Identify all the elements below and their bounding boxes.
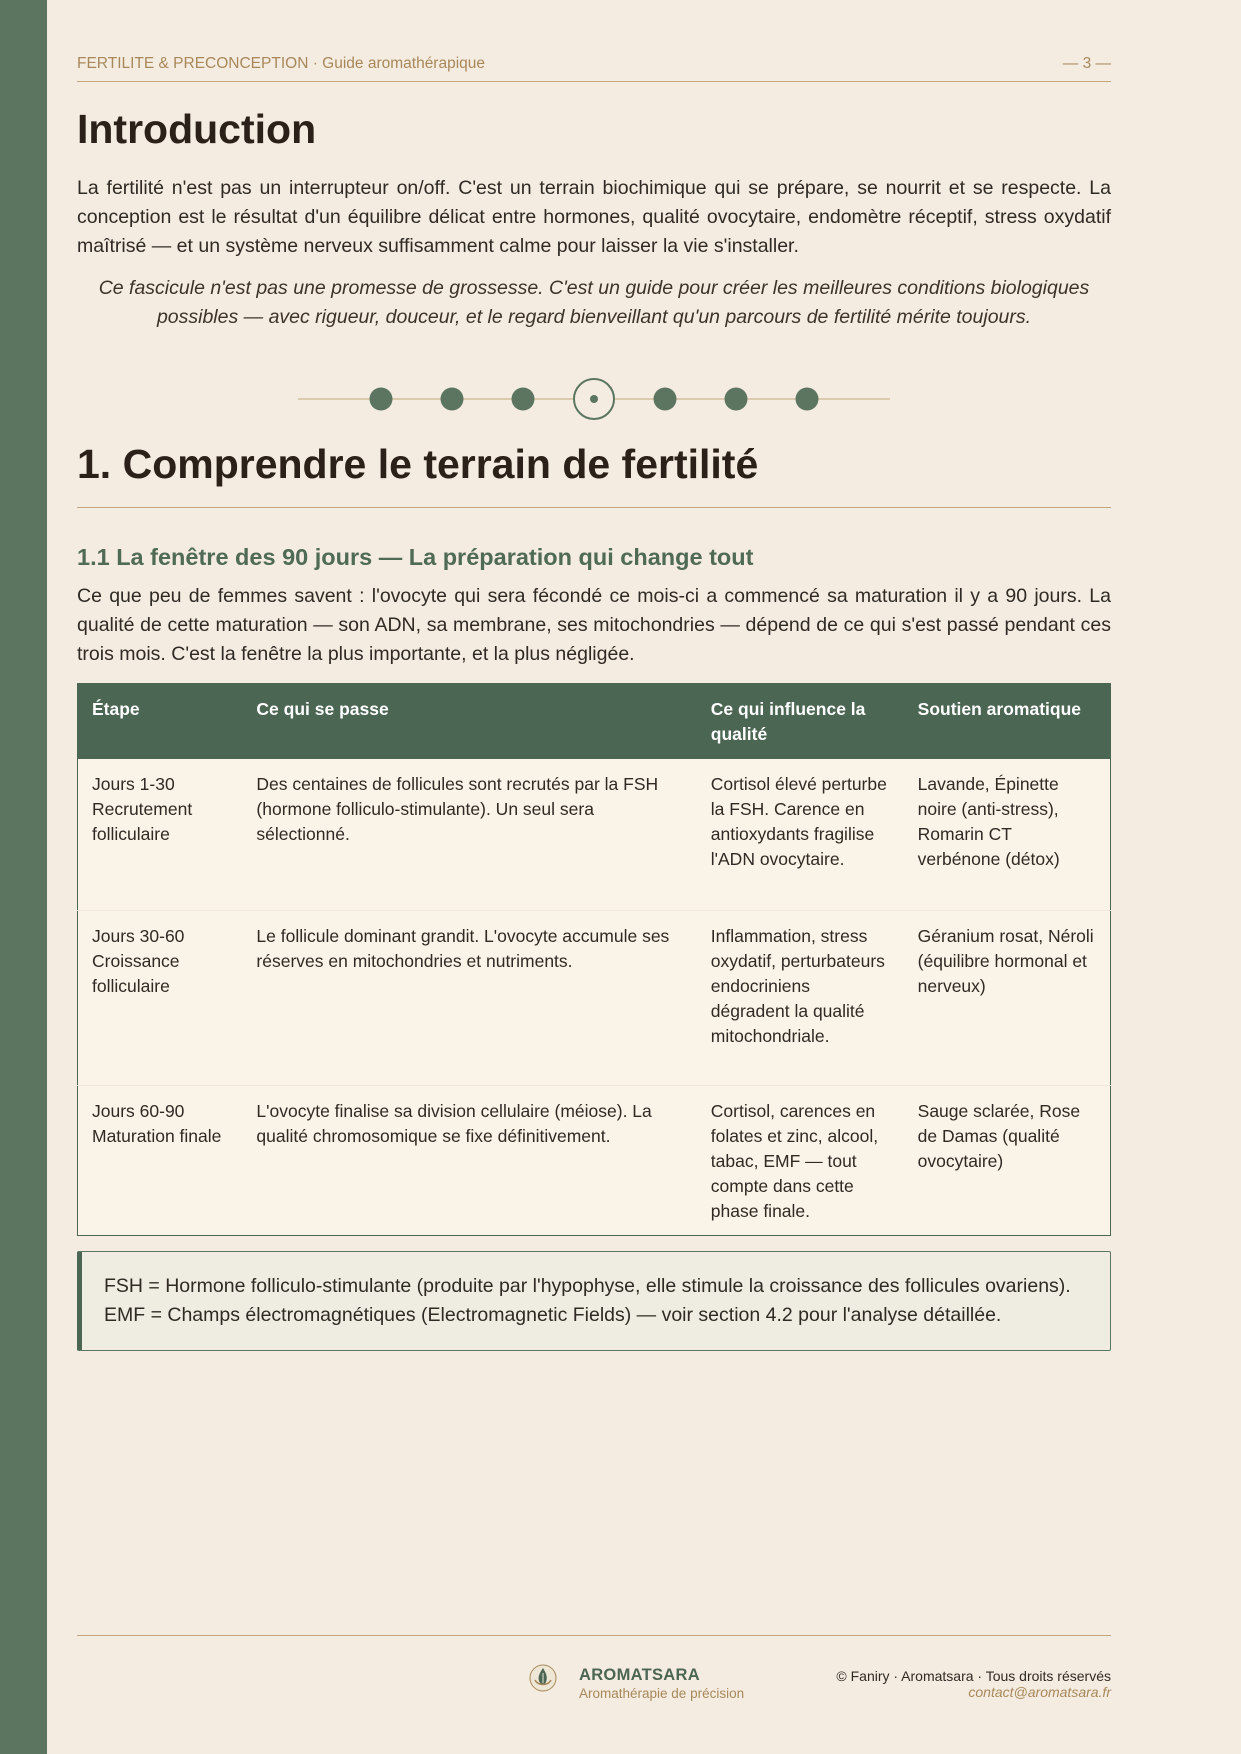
leaf-drop-logo-icon xyxy=(528,1663,558,1693)
section-divider xyxy=(77,507,1111,508)
table-header-row xyxy=(78,684,1111,760)
header-divider xyxy=(77,81,1111,82)
side-accent-bar xyxy=(0,0,47,1754)
subsection-paragraph: Ce que peu de femmes savent : l'ovocyte qui sera fécondé ce mois-ci a commencé sa maturation il y a 90 jours. La qualité de cette maturation — son ADN, sa membrane, ses mitochondries — dépend de ce qui s'est passé pendant ces trois mois. C'est la fenêtre la plus importante, et la plus négligée. xyxy=(77,585,1111,665)
running-title: FERTILITE & PRECONCEPTION · Guide aromathérapique xyxy=(77,55,486,72)
table-row xyxy=(78,759,1111,910)
ornament-divider xyxy=(298,377,890,421)
intro-title: Introduction xyxy=(77,106,317,152)
brand-tagline: Aromathérapie de précision xyxy=(579,1686,745,1701)
footer-brand xyxy=(579,1666,744,1701)
table-row xyxy=(78,910,1111,1085)
table-cell: Jours 1-30 Recrutement folliculaire xyxy=(78,759,243,910)
stages-table xyxy=(77,683,1111,1236)
table-cell: Cortisol, carences en folates et zinc, alcool, tabac, EMF — tout compte dans cette phase finale. xyxy=(697,1085,904,1235)
ornament-dot-icon xyxy=(441,388,464,411)
ornament-dot-icon xyxy=(796,388,819,411)
ornament-dot-icon xyxy=(370,388,393,411)
intro-paragraph: La fertilité n'est pas un interrupteur on/off. C'est un terrain biochimique qui se prépare, se nourrit et se respecte. La conception est le résultat d'un équilibre délicat entre hormones, qualité ovocytaire, endomètre réceptif, stress oxydatif maîtrisé — et un système nerveux suffisamment calme pour laisser la vie s'installer. xyxy=(77,177,1111,257)
contact-email-link[interactable]: contact@aromatsara.fr xyxy=(968,1684,1111,1700)
brand-name: AROMATSARA xyxy=(579,1666,700,1684)
intro-quote: Ce fascicule n'est pas une promesse de grossesse. C'est un guide pour créer les meilleures conditions biologiques possibles — avec rigueur, douceur, et le regard bienveillant qu'un parcours de fertilité mérite toujours. xyxy=(98,277,1090,328)
glossary-note xyxy=(77,1251,1111,1351)
running-header xyxy=(77,55,1111,73)
ornament-center-dot-icon xyxy=(590,395,598,403)
table-cell: Jours 30-60 Croissance folliculaire xyxy=(78,910,243,1085)
subsection-title: 1.1 La fenêtre des 90 jours — La préparation qui change tout xyxy=(77,544,754,570)
table-cell: Le follicule dominant grandit. L'ovocyte accumule ses réserves en mitochondries et nutriments. xyxy=(242,910,696,1085)
table-cell: Des centaines de follicules sont recrutés par la FSH (hormone folliculo-stimulante). Un seul sera sélectionné. xyxy=(242,759,696,910)
ornament-dot-icon xyxy=(725,388,748,411)
note-line: EMF = Champs électromagnétiques (Electromagnetic Fields) — voir section 4.2 pour l'analyse détaillée. xyxy=(104,1304,1002,1326)
column-header: Soutien aromatique xyxy=(904,684,1111,760)
column-header: Ce qui influence la qualité xyxy=(697,684,904,760)
ornament-dot-icon xyxy=(654,388,677,411)
table-row xyxy=(78,1085,1111,1235)
table-cell: Sauge sclarée, Rose de Damas (qualité ovocytaire) xyxy=(904,1085,1111,1235)
ornament-dot-icon xyxy=(512,388,535,411)
table-cell: Cortisol élevé perturbe la FSH. Carence en antioxydants fragilise l'ADN ovocytaire. xyxy=(697,759,904,910)
table-cell: L'ovocyte finalise sa division cellulaire (méiose). La qualité chromosomique se fixe définitivement. xyxy=(242,1085,696,1235)
table-cell: Lavande, Épinette noire (anti-stress), Romarin CT verbénone (détox) xyxy=(904,759,1111,910)
footer-divider xyxy=(77,1635,1111,1636)
section-title: 1. Comprendre le terrain de fertilité xyxy=(77,441,759,487)
table-cell: Jours 60-90 Maturation finale xyxy=(78,1085,243,1235)
column-header: Ce qui se passe xyxy=(242,684,696,760)
page-number: — 3 — xyxy=(1062,55,1111,72)
copyright-text: © Faniry · Aromatsara · Tous droits réservés xyxy=(836,1668,1111,1684)
table-cell: Géranium rosat, Néroli (équilibre hormonal et nerveux) xyxy=(904,910,1111,1085)
column-header: Étape xyxy=(78,684,243,760)
note-line: FSH = Hormone folliculo-stimulante (produite par l'hypophyse, elle stimule la croissance des follicules ovariens). xyxy=(104,1275,1071,1297)
table-cell: Inflammation, stress oxydatif, perturbateurs endocriniens dégradent la qualité mitochondriale. xyxy=(697,910,904,1085)
footer-copyright xyxy=(836,1668,1111,1700)
